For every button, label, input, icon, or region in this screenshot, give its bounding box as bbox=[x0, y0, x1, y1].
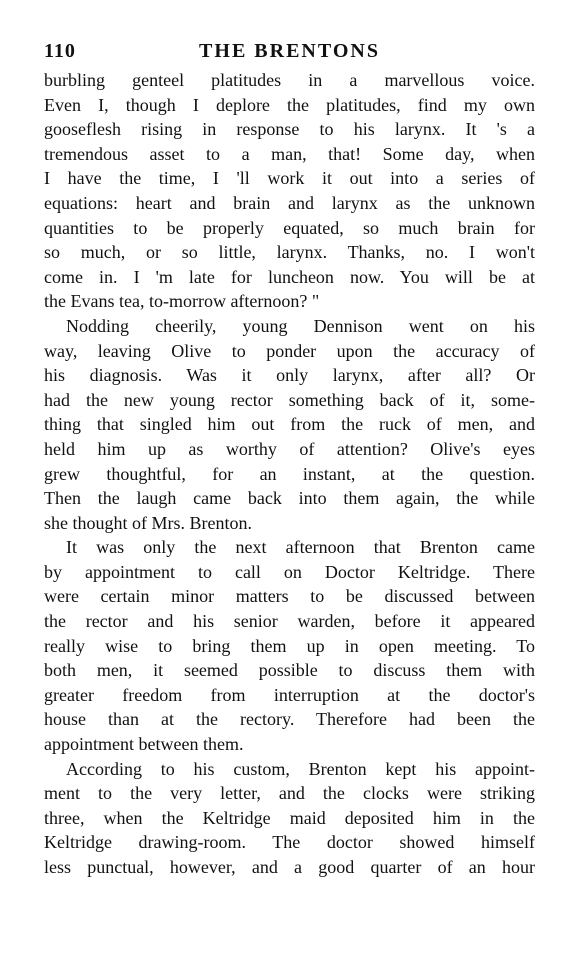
text-line: thing that singled him out from the ruck of men, and bbox=[44, 414, 535, 435]
text-line: Nodding cheerily, young Dennison went on his bbox=[66, 315, 535, 336]
text-line: Even I, though I deplore the platitudes, find my own bbox=[44, 94, 535, 115]
paragraph bbox=[44, 68, 535, 314]
text-line: house than at the rectory. Therefore had been the bbox=[44, 709, 535, 730]
paragraph bbox=[44, 314, 535, 535]
paragraph bbox=[44, 757, 535, 880]
text-line: appointment between them. bbox=[44, 734, 244, 755]
text-line: equations: heart and brain and larynx as the unknown bbox=[44, 192, 535, 213]
text-line: gooseflesh rising in response to his larynx. It 's a bbox=[44, 119, 535, 140]
text-line: ment to the very letter, and the clocks were striking bbox=[44, 783, 535, 804]
body-text bbox=[44, 68, 535, 880]
text-line: had the new young rector something back of it, some- bbox=[44, 389, 535, 410]
text-line: were certain minor matters to be discussed between bbox=[44, 586, 535, 607]
text-line: grew thoughtful, for an instant, at the question. bbox=[44, 463, 535, 484]
text-line: tremendous asset to a man, that! Some day, when bbox=[44, 143, 535, 164]
text-line: three, when the Keltridge maid deposited him in the bbox=[44, 807, 535, 828]
text-line: held him up as worthy of attention? Olive's eyes bbox=[44, 438, 535, 459]
text-line: the Evans tea, to-morrow afternoon? " bbox=[44, 291, 320, 312]
text-line: less punctual, however, and a good quarter of an hour bbox=[44, 857, 535, 877]
text-line: I have the time, I 'll work it out into a series of bbox=[44, 168, 535, 189]
text-line: come in. I 'm late for luncheon now. You will be at bbox=[44, 266, 535, 287]
text-line: greater freedom from interruption at the doctor's bbox=[44, 684, 535, 705]
text-line: his diagnosis. Was it only larynx, after all? Or bbox=[44, 365, 535, 386]
running-title: THE BRENTONS bbox=[199, 40, 380, 62]
text-line: According to his custom, Brenton kept his appoint- bbox=[66, 758, 535, 779]
text-line: quantities to be properly equated, so much brain for bbox=[44, 217, 535, 238]
text-line: burbling genteel platitudes in a marvellous voice. bbox=[44, 70, 535, 90]
text-line: both men, it seemed possible to discuss them with bbox=[44, 660, 535, 681]
paragraph bbox=[44, 535, 535, 756]
text-line: she thought of Mrs. Brenton. bbox=[44, 512, 252, 533]
text-line: the rector and his senior warden, before it appeared bbox=[44, 611, 535, 632]
running-head bbox=[44, 40, 535, 68]
text-line: so much, or so little, larynx. Thanks, no. I won't bbox=[44, 242, 535, 263]
book-page bbox=[44, 40, 535, 880]
page-number: 110 bbox=[44, 40, 76, 62]
text-line: way, leaving Olive to ponder upon the accuracy of bbox=[44, 340, 535, 361]
text-line: It was only the next afternoon that Brenton came bbox=[66, 537, 535, 558]
text-line: Then the laugh came back into them again, the while bbox=[44, 488, 535, 509]
text-line: really wise to bring them up in open meeting. To bbox=[44, 635, 535, 656]
text-line: Keltridge drawing-room. The doctor showed himself bbox=[44, 832, 535, 853]
text-line: by appointment to call on Doctor Keltridge. There bbox=[44, 561, 535, 582]
